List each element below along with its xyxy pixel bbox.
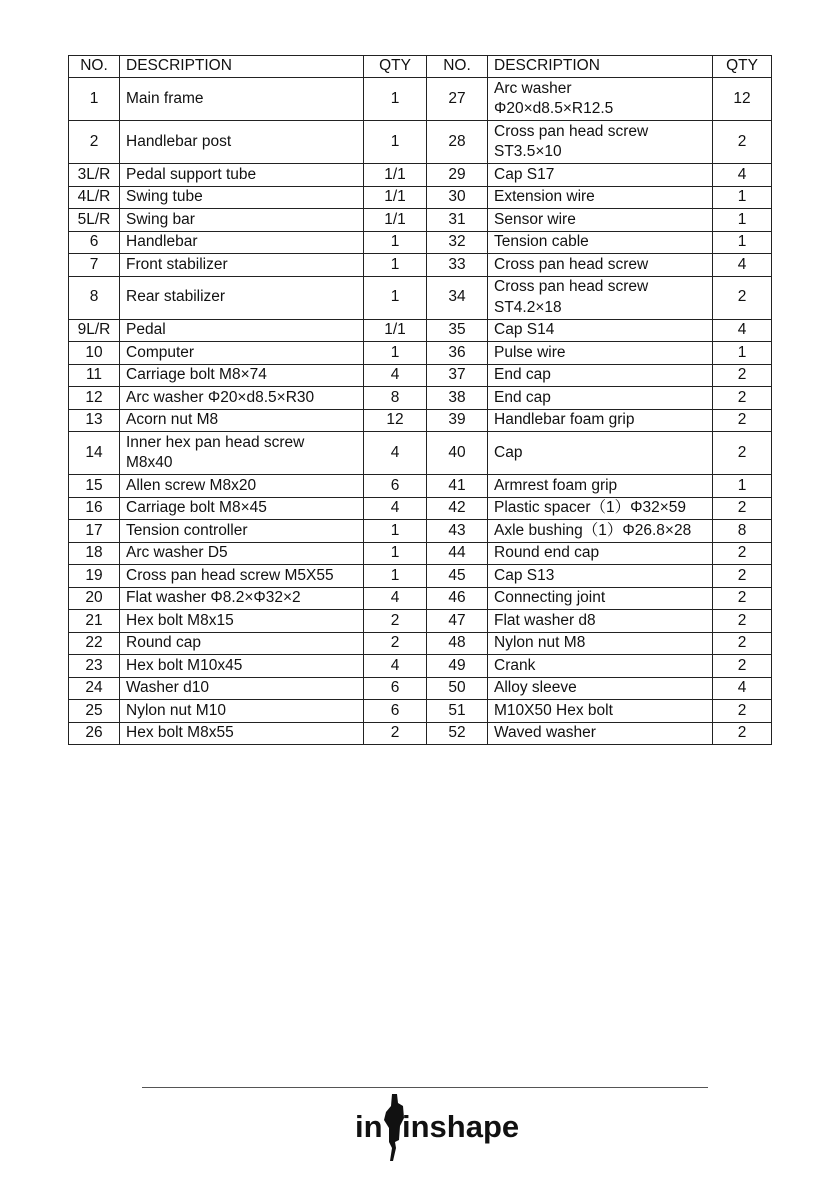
part-qty-left: 1/1 (364, 319, 427, 342)
part-number-left: 7 (69, 254, 120, 277)
part-qty-right: 2 (713, 364, 772, 387)
part-number-right: 31 (427, 209, 488, 232)
part-description-right: Axle bushing（1）Φ26.8×28 (488, 520, 713, 543)
part-number-left: 17 (69, 520, 120, 543)
part-number-left: 26 (69, 722, 120, 745)
part-description-left: Arc washer D5 (120, 542, 364, 565)
part-qty-left: 2 (364, 722, 427, 745)
part-description-right: Waved washer (488, 722, 713, 745)
part-description-left: Carriage bolt M8×45 (120, 497, 364, 520)
part-number-right: 38 (427, 387, 488, 410)
part-number-left: 2 (69, 121, 120, 164)
part-description-left: Front stabilizer (120, 254, 364, 277)
part-number-left: 18 (69, 542, 120, 565)
part-qty-right: 4 (713, 164, 772, 187)
part-number-right: 39 (427, 409, 488, 432)
header-description-left: DESCRIPTION (120, 56, 364, 78)
part-number-right: 51 (427, 700, 488, 723)
part-qty-left: 1/1 (364, 164, 427, 187)
part-number-left: 20 (69, 587, 120, 610)
part-number-left: 13 (69, 409, 120, 432)
part-qty-left: 8 (364, 387, 427, 410)
part-qty-right: 2 (713, 497, 772, 520)
part-number-right: 35 (427, 319, 488, 342)
part-number-right: 29 (427, 164, 488, 187)
table-row (69, 610, 772, 633)
table-row (69, 722, 772, 745)
part-number-left: 3L/R (69, 164, 120, 187)
part-qty-left: 4 (364, 587, 427, 610)
part-qty-left: 1 (364, 231, 427, 254)
part-qty-right: 2 (713, 610, 772, 633)
table-row (69, 542, 772, 565)
part-qty-right: 2 (713, 700, 772, 723)
part-qty-left: 12 (364, 409, 427, 432)
part-description-right: Cap S14 (488, 319, 713, 342)
part-qty-right: 12 (713, 78, 772, 121)
part-qty-right: 2 (713, 432, 772, 475)
part-qty-left: 4 (364, 655, 427, 678)
inshape-logo (348, 1090, 520, 1166)
part-description-left: Cross pan head screw M5X55 (120, 565, 364, 588)
part-qty-right: 1 (713, 342, 772, 365)
table-row (69, 520, 772, 543)
part-number-left: 14 (69, 432, 120, 475)
table-row (69, 432, 772, 475)
part-description-right: Handlebar foam grip (488, 409, 713, 432)
part-description-left: Hex bolt M8x15 (120, 610, 364, 633)
part-number-right: 36 (427, 342, 488, 365)
part-description-left: Swing tube (120, 186, 364, 209)
part-description-right: Extension wire (488, 186, 713, 209)
table-row (69, 231, 772, 254)
part-number-left: 23 (69, 655, 120, 678)
table-row (69, 78, 772, 121)
table-row (69, 632, 772, 655)
part-number-right: 43 (427, 520, 488, 543)
part-qty-right: 4 (713, 319, 772, 342)
part-number-right: 46 (427, 587, 488, 610)
part-qty-left: 2 (364, 610, 427, 633)
part-qty-right: 1 (713, 475, 772, 498)
header-no-right: NO. (427, 56, 488, 78)
part-description-right: Arc washer Φ20×d8.5×R12.5 (488, 78, 713, 121)
part-description-left: Pedal (120, 319, 364, 342)
part-qty-left: 1 (364, 121, 427, 164)
part-number-right: 45 (427, 565, 488, 588)
part-description-right: Cross pan head screw (488, 254, 713, 277)
part-qty-right: 8 (713, 520, 772, 543)
part-number-left: 16 (69, 497, 120, 520)
part-qty-right: 2 (713, 387, 772, 410)
table-row (69, 387, 772, 410)
part-number-left: 10 (69, 342, 120, 365)
part-qty-right: 2 (713, 587, 772, 610)
header-description-right: DESCRIPTION (488, 56, 713, 78)
part-qty-left: 6 (364, 475, 427, 498)
part-qty-right: 2 (713, 565, 772, 588)
part-qty-right: 4 (713, 254, 772, 277)
part-description-left: Acorn nut M8 (120, 409, 364, 432)
table-row (69, 587, 772, 610)
part-description-right: Alloy sleeve (488, 677, 713, 700)
part-qty-right: 2 (713, 632, 772, 655)
parts-list-table (68, 55, 772, 745)
part-qty-right: 2 (713, 409, 772, 432)
table-row (69, 475, 772, 498)
part-description-right: Flat washer d8 (488, 610, 713, 633)
table-row (69, 276, 772, 319)
part-number-left: 25 (69, 700, 120, 723)
part-qty-left: 1 (364, 342, 427, 365)
part-qty-left: 4 (364, 432, 427, 475)
part-number-right: 32 (427, 231, 488, 254)
part-number-right: 47 (427, 610, 488, 633)
part-description-left: Nylon nut M10 (120, 700, 364, 723)
part-description-left: Hex bolt M8x55 (120, 722, 364, 745)
table-row (69, 164, 772, 187)
part-description-right: Cap S13 (488, 565, 713, 588)
part-description-left: Handlebar (120, 231, 364, 254)
part-qty-right: 2 (713, 542, 772, 565)
part-description-right: M10X50 Hex bolt (488, 700, 713, 723)
part-number-right: 49 (427, 655, 488, 678)
part-number-right: 50 (427, 677, 488, 700)
part-qty-left: 1/1 (364, 186, 427, 209)
part-description-left: Tension controller (120, 520, 364, 543)
part-number-right: 37 (427, 364, 488, 387)
header-qty-right: QTY (713, 56, 772, 78)
footer-divider (142, 1087, 708, 1088)
dancer-figure-icon (384, 1094, 404, 1161)
part-qty-left: 4 (364, 497, 427, 520)
part-qty-left: 1 (364, 276, 427, 319)
part-qty-left: 1/1 (364, 209, 427, 232)
part-description-right: Tension cable (488, 231, 713, 254)
part-number-right: 28 (427, 121, 488, 164)
table-header-row (69, 56, 772, 78)
part-qty-left: 6 (364, 677, 427, 700)
part-number-left: 19 (69, 565, 120, 588)
part-number-right: 40 (427, 432, 488, 475)
part-number-left: 4L/R (69, 186, 120, 209)
part-number-left: 21 (69, 610, 120, 633)
part-description-left: Main frame (120, 78, 364, 121)
part-description-left: Pedal support tube (120, 164, 364, 187)
part-number-left: 15 (69, 475, 120, 498)
table-row (69, 319, 772, 342)
part-qty-right: 2 (713, 276, 772, 319)
logo-wordmark: inshape (402, 1109, 520, 1144)
part-description-right: Cap (488, 432, 713, 475)
part-number-right: 44 (427, 542, 488, 565)
table-row (69, 677, 772, 700)
part-description-left: Round cap (120, 632, 364, 655)
table-row (69, 186, 772, 209)
part-number-right: 30 (427, 186, 488, 209)
part-number-left: 24 (69, 677, 120, 700)
part-qty-left: 2 (364, 632, 427, 655)
part-description-left: Flat washer Φ8.2×Φ32×2 (120, 587, 364, 610)
part-qty-left: 1 (364, 542, 427, 565)
part-description-left: Handlebar post (120, 121, 364, 164)
part-number-left: 1 (69, 78, 120, 121)
part-qty-left: 1 (364, 520, 427, 543)
part-description-left: Washer d10 (120, 677, 364, 700)
table-row (69, 254, 772, 277)
table-row (69, 565, 772, 588)
part-description-right: End cap (488, 364, 713, 387)
part-number-left: 11 (69, 364, 120, 387)
part-description-right: Sensor wire (488, 209, 713, 232)
part-qty-left: 1 (364, 254, 427, 277)
part-number-left: 9L/R (69, 319, 120, 342)
part-description-left: Carriage bolt M8×74 (120, 364, 364, 387)
header-qty-left: QTY (364, 56, 427, 78)
part-description-right: Round end cap (488, 542, 713, 565)
part-description-left: Arc washer Φ20×d8.5×R30 (120, 387, 364, 410)
part-number-right: 41 (427, 475, 488, 498)
table-row (69, 700, 772, 723)
part-number-left: 22 (69, 632, 120, 655)
table-row (69, 497, 772, 520)
part-description-left: Hex bolt M10x45 (120, 655, 364, 678)
part-qty-left: 1 (364, 78, 427, 121)
part-number-right: 42 (427, 497, 488, 520)
part-qty-left: 6 (364, 700, 427, 723)
part-qty-right: 2 (713, 655, 772, 678)
part-qty-right: 2 (713, 121, 772, 164)
part-description-right: Plastic spacer（1）Φ32×59 (488, 497, 713, 520)
part-description-right: Crank (488, 655, 713, 678)
table-row (69, 209, 772, 232)
table-row (69, 342, 772, 365)
part-qty-left: 1 (364, 565, 427, 588)
part-number-right: 27 (427, 78, 488, 121)
part-qty-right: 1 (713, 209, 772, 232)
part-qty-right: 1 (713, 231, 772, 254)
part-qty-left: 4 (364, 364, 427, 387)
part-description-left: Inner hex pan head screw M8x40 (120, 432, 364, 475)
part-number-right: 34 (427, 276, 488, 319)
table-row (69, 121, 772, 164)
part-number-left: 5L/R (69, 209, 120, 232)
part-number-left: 12 (69, 387, 120, 410)
part-qty-right: 4 (713, 677, 772, 700)
part-description-right: Cross pan head screw ST3.5×10 (488, 121, 713, 164)
part-description-left: Computer (120, 342, 364, 365)
part-number-right: 33 (427, 254, 488, 277)
part-qty-right: 2 (713, 722, 772, 745)
part-number-left: 8 (69, 276, 120, 319)
part-number-right: 48 (427, 632, 488, 655)
part-qty-right: 1 (713, 186, 772, 209)
part-description-right: Connecting joint (488, 587, 713, 610)
table-row (69, 364, 772, 387)
part-description-left: Swing bar (120, 209, 364, 232)
part-description-right: Cap S17 (488, 164, 713, 187)
header-no-left: NO. (69, 56, 120, 78)
table-row (69, 409, 772, 432)
part-description-right: Nylon nut M8 (488, 632, 713, 655)
part-description-right: End cap (488, 387, 713, 410)
table-row (69, 655, 772, 678)
part-description-right: Armrest foam grip (488, 475, 713, 498)
part-description-right: Cross pan head screw ST4.2×18 (488, 276, 713, 319)
part-description-right: Pulse wire (488, 342, 713, 365)
part-number-left: 6 (69, 231, 120, 254)
part-number-right: 52 (427, 722, 488, 745)
part-description-left: Allen screw M8x20 (120, 475, 364, 498)
part-description-left: Rear stabilizer (120, 276, 364, 319)
svg-text:in: in (355, 1109, 383, 1144)
